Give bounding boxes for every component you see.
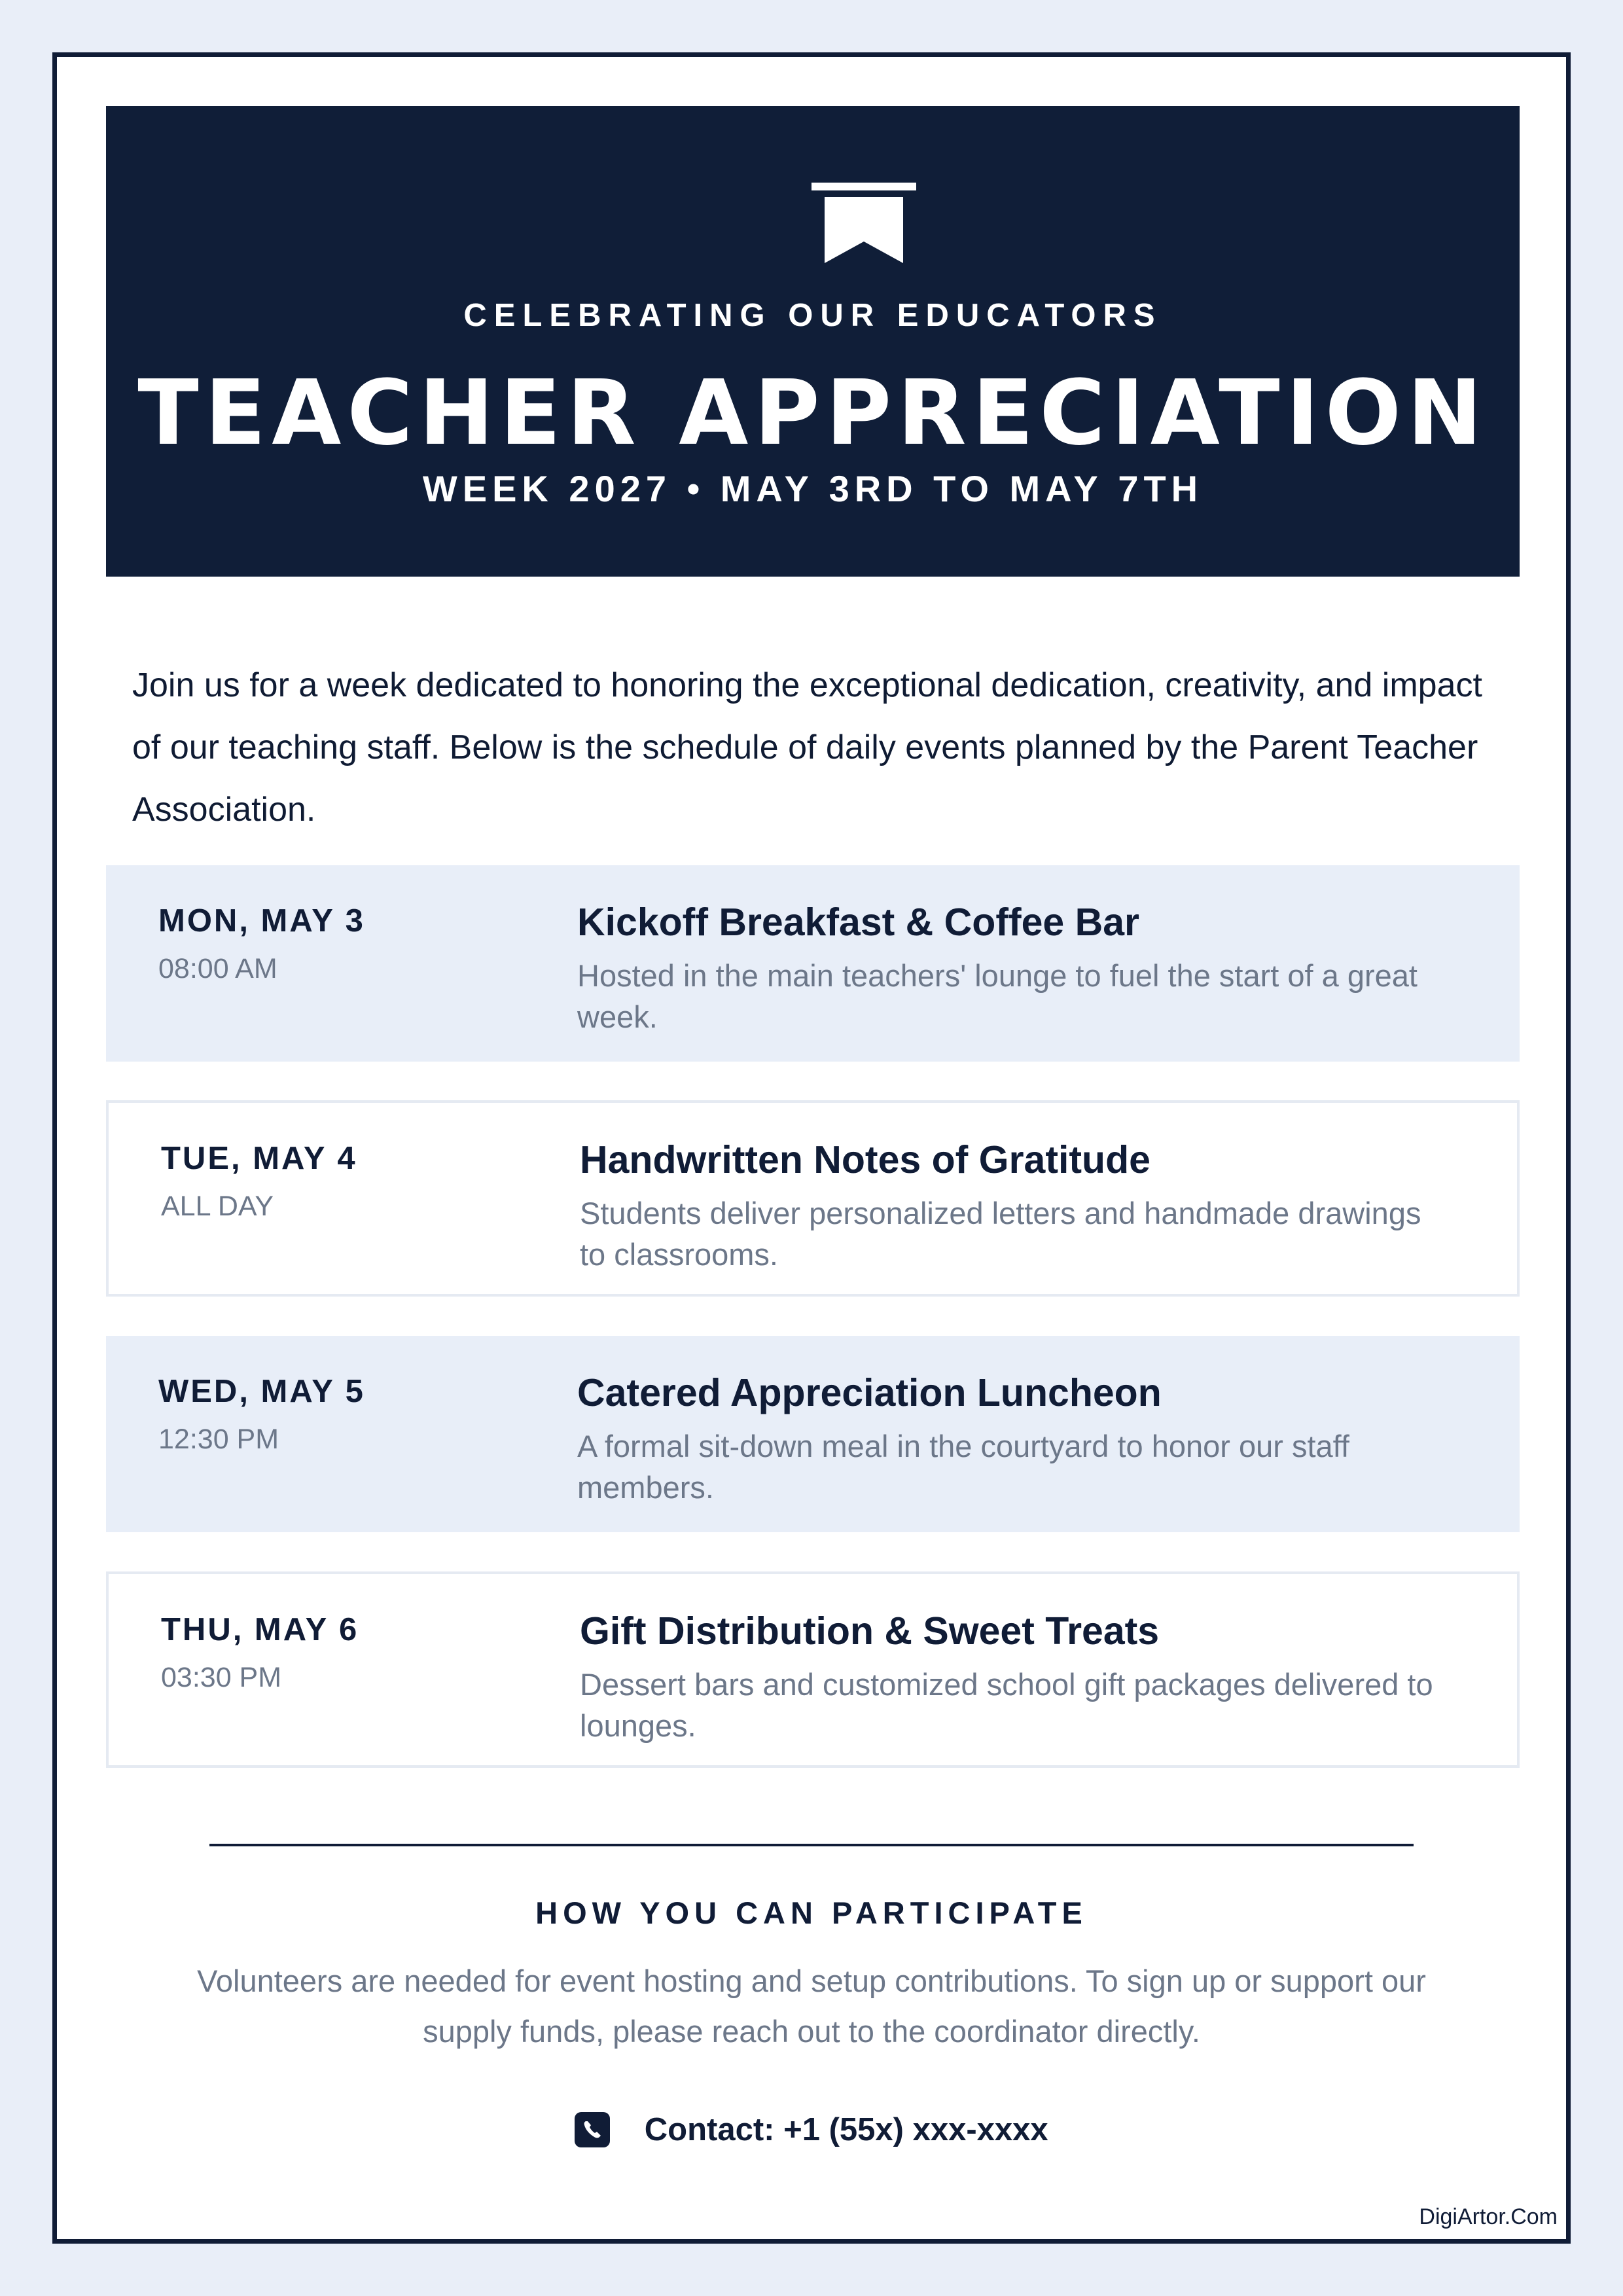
event-day: WED, MAY 5 [158,1374,365,1409]
event-day: TUE, MAY 4 [161,1141,357,1176]
event-row [106,1100,1520,1297]
event-day: THU, MAY 6 [161,1612,359,1647]
contact-line [0,2110,1623,2149]
event-title: Catered Appreciation Luncheon [577,1371,1162,1414]
event-row [106,1336,1520,1532]
participate-heading: HOW YOU CAN PARTICIPATE [535,1895,1088,1930]
event-time: 12:30 PM [158,1424,279,1455]
event-title: Gift Distribution & Sweet Treats [580,1609,1160,1653]
phone-icon [575,2112,610,2147]
event-description: A formal sit-down meal in the courtyard to honor our staff members. [577,1429,1349,1505]
header-eyebrow: CELEBRATING OUR EDUCATORS [463,298,1162,333]
event-time: 03:30 PM [161,1662,282,1693]
event-time: 08:00 AM [158,953,277,984]
page-title: TEACHER APPRECIATION [137,361,1488,465]
contact-phone[interactable]: Contact: +1 (55x) xxx-xxxx [644,2112,1048,2147]
event-day: MON, MAY 3 [158,903,365,939]
watermark: DigiArtor.Com [1419,2204,1558,2229]
event-description: Hosted in the main teachers' lounge to fuel the start of a great week. [577,958,1418,1034]
event-title: Handwritten Notes of Gratitude [580,1138,1150,1181]
event-row [106,1571,1520,1768]
intro-paragraph: Join us for a week dedicated to honoring the exceptional dedication, creativity, and impact of our teaching staff. Below is the schedule of daily events planned by the Parent Teacher Association. [132,666,1482,829]
event-row [106,865,1520,1062]
section-divider [209,1844,1414,1846]
bookmark-icon [812,183,916,264]
event-title: Kickoff Breakfast & Coffee Bar [577,901,1140,944]
participate-body: Volunteers are needed for event hosting and setup contributions. To sign up or support our supply funds, please reach out to the coordinator directly. [197,1964,1426,2049]
header-banner [106,106,1520,577]
header-subtitle: WEEK 2027 • MAY 3RD TO MAY 7TH [422,468,1204,509]
event-description: Students deliver personalized letters and handmade drawings to classrooms. [580,1196,1421,1272]
event-description: Dessert bars and customized school gift packages delivered to lounges. [580,1667,1433,1743]
event-time: ALL DAY [161,1191,274,1222]
